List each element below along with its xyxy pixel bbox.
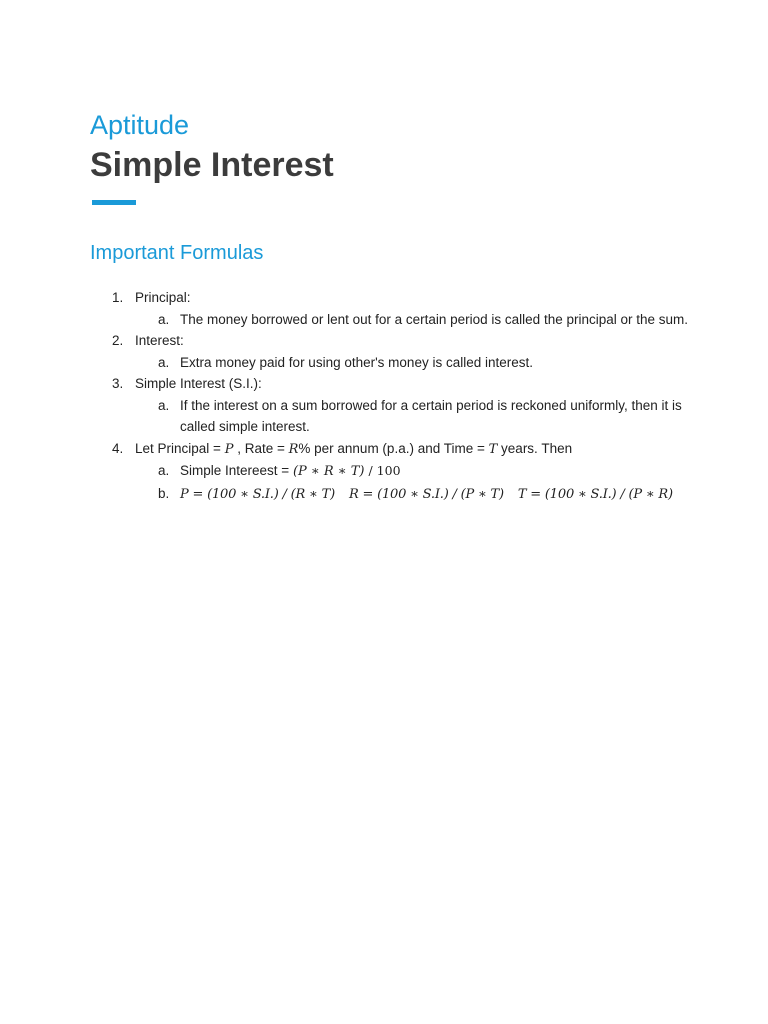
list-number: 1.: [112, 290, 124, 305]
time-formula: T = (100 ∗ S.I.) / (P ∗ R): [517, 486, 673, 502]
sub-item: [135, 460, 690, 483]
section-heading: Important Formulas: [90, 242, 264, 264]
title-accent-bar: [92, 200, 136, 205]
rate-formula: R = (100 ∗ S.I.) / (P ∗ T): [348, 486, 504, 502]
sub-letter: a.: [158, 463, 170, 478]
sub-item: [135, 395, 690, 438]
list-item-principal: [90, 287, 690, 330]
sub-letter: a.: [158, 397, 170, 413]
page-title: Simple Interest: [90, 146, 334, 184]
list-number: 2.: [112, 333, 124, 348]
sub-list: [135, 309, 690, 331]
category-kicker: Aptitude: [90, 110, 190, 140]
list-item-formulas: [90, 438, 690, 506]
principal-formula: P = (100 ∗ S.I.) / (R ∗ T): [180, 486, 335, 502]
si-formula: (P ∗ R ∗ T): [292, 464, 365, 479]
sub-list: [135, 460, 690, 505]
derived-formulas: [180, 486, 673, 501]
sub-list: [135, 395, 690, 438]
sub-item-text: The money borrowed or lent out for a certain period is called the principal or the sum.: [180, 311, 689, 327]
list-number: 3.: [112, 376, 124, 391]
sub-item-text: Simple Intereest =: [180, 463, 293, 478]
document-page: [90, 108, 690, 505]
list-item-label: [135, 441, 572, 456]
sub-letter: b.: [158, 485, 170, 501]
label-text: % per annum (p.a.) and Time =: [298, 440, 489, 456]
sub-list: [135, 352, 690, 374]
formula-list: [90, 287, 690, 505]
sub-item-text: Extra money paid for using other's money is called interest.: [180, 354, 533, 370]
sub-letter: a.: [158, 354, 170, 370]
list-item-label: Simple Interest (S.I.):: [135, 376, 262, 391]
list-item-simple-interest: [90, 373, 690, 438]
label-text: , Rate =: [233, 440, 289, 456]
sub-item: [135, 483, 690, 506]
list-item-interest: [90, 330, 690, 373]
label-text: Let Principal =: [135, 440, 225, 456]
sub-item: [135, 309, 690, 331]
list-item-label: Principal:: [135, 290, 191, 305]
list-number: 4.: [112, 440, 124, 456]
si-formula-tail: / 100: [364, 463, 401, 478]
label-text: years. Then: [497, 440, 573, 456]
sub-letter: a.: [158, 311, 170, 327]
sub-item-text: If the interest on a sum borrowed for a certain period is reckoned uniformly, then it is called simple interest.: [180, 397, 682, 434]
math-time-symbol: T: [488, 441, 498, 457]
list-item-label: Interest:: [135, 333, 184, 348]
math-rate-symbol: R: [288, 441, 299, 457]
math-principal-symbol: P: [224, 441, 234, 457]
sub-item: [135, 352, 690, 374]
